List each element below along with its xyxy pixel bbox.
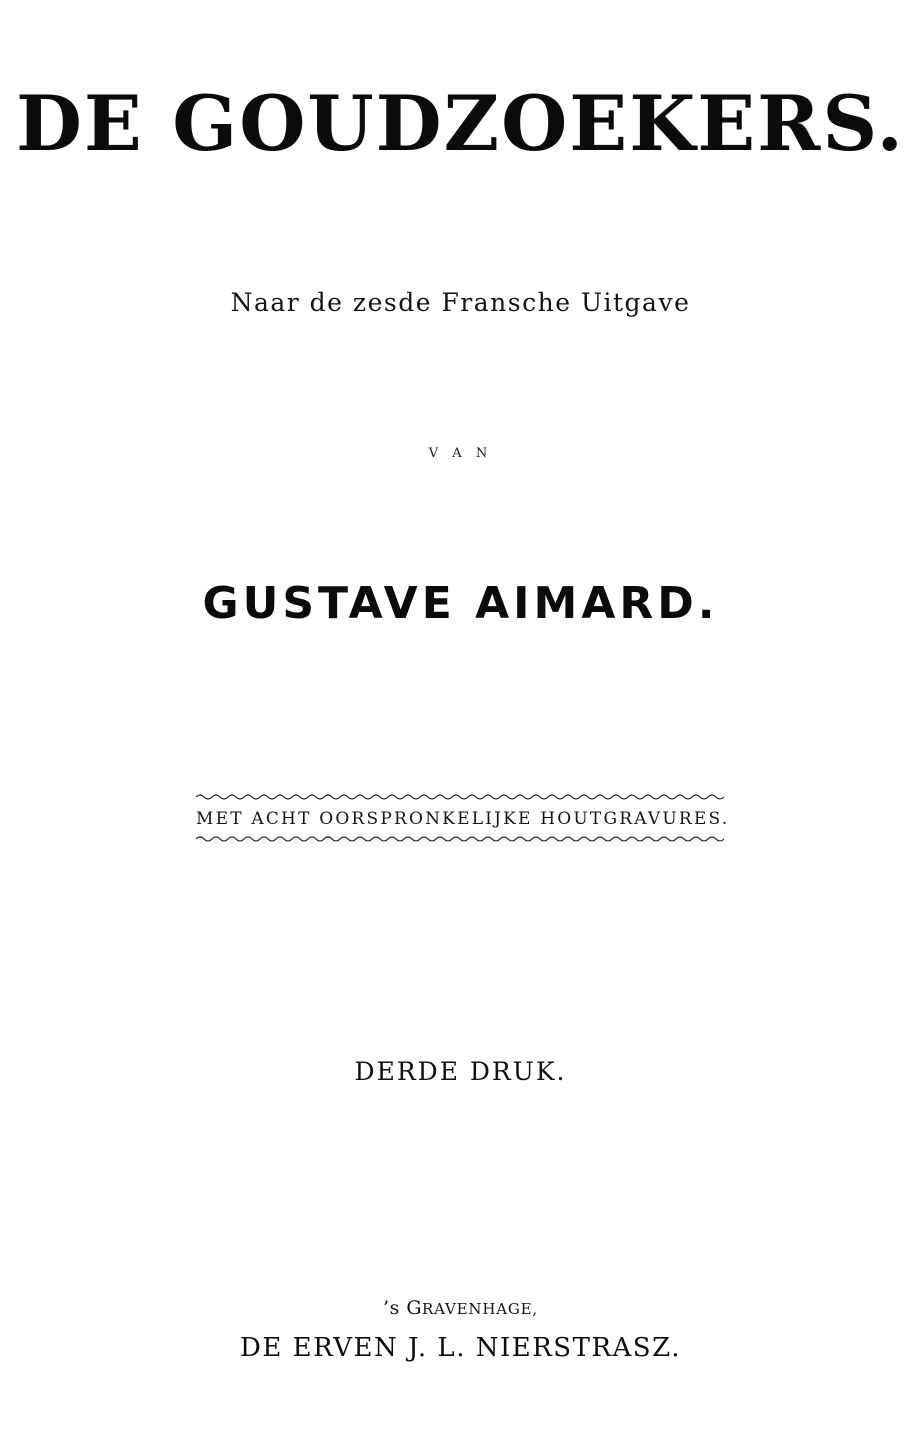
illustration-note: MET ACHT OORSPRONKELIJKE HOUTGRAVURES. xyxy=(196,809,730,829)
imprint-city-prefix: ’s G xyxy=(383,1297,423,1319)
edition-statement: DERDE DRUK. xyxy=(354,1057,567,1086)
imprint-city-rest: RAVENHAGE, xyxy=(422,1300,538,1318)
byline-preposition: V A N xyxy=(428,446,493,461)
wavy-rule-bottom-icon xyxy=(196,834,724,844)
subtitle: Naar de zesde Fransche Uitgave xyxy=(230,288,691,317)
imprint-city xyxy=(0,1297,921,1319)
illustration-note-block xyxy=(196,792,730,844)
wavy-rule-top-icon xyxy=(196,792,724,802)
imprint-publisher: DE ERVEN J. L. NIERSTRASZ. xyxy=(240,1333,681,1363)
page-title: DE GOUDZOEKERS. xyxy=(16,79,905,168)
author-name: GUSTAVE AIMARD. xyxy=(202,578,719,629)
imprint-block xyxy=(0,1297,921,1363)
